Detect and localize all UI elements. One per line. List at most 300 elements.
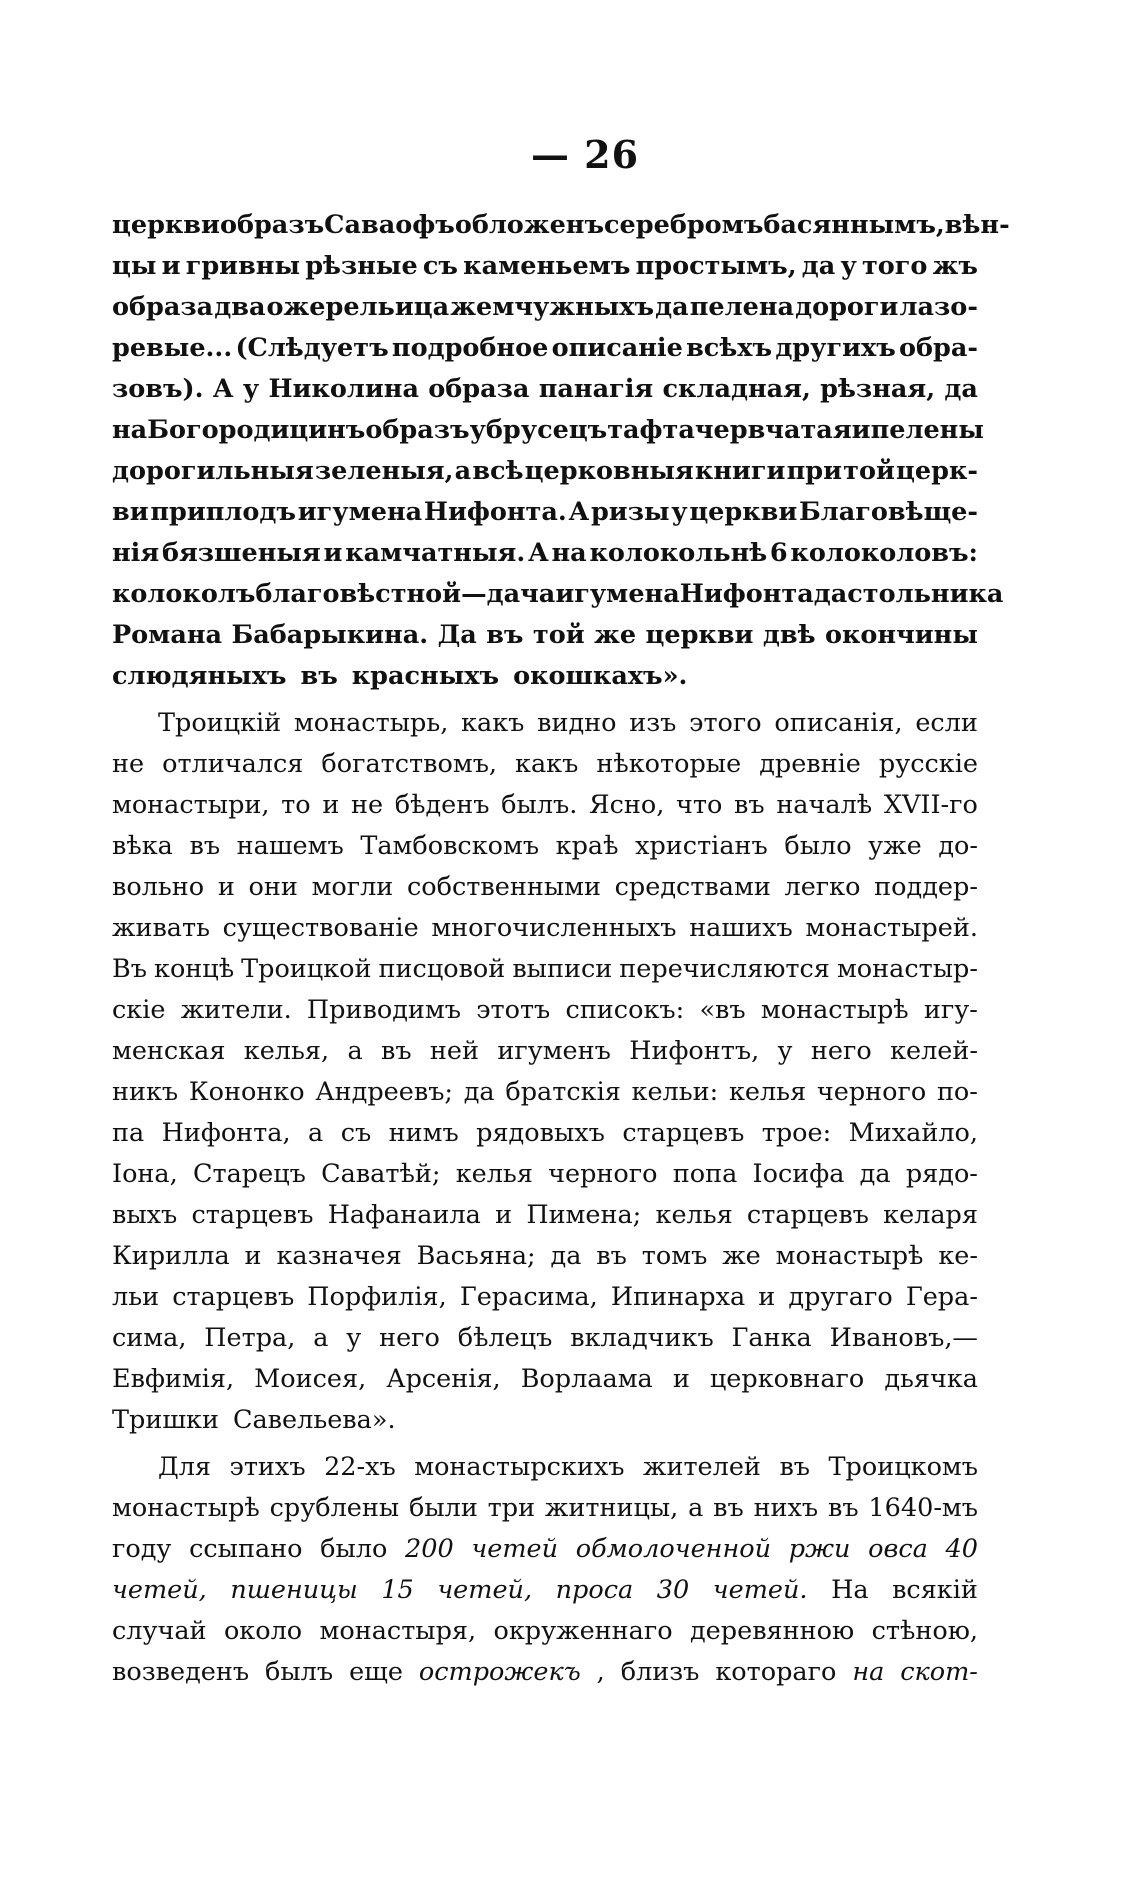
word: Ивановъ,— [829, 1323, 978, 1353]
word: Нифонта [679, 579, 814, 609]
text-line [112, 533, 978, 574]
word: Ворлаама [520, 1364, 653, 1394]
word: и [672, 1364, 690, 1394]
word: келей- [890, 1036, 978, 1066]
word: церкви [112, 210, 220, 240]
word: были [408, 1493, 478, 1523]
word: Моисея, [254, 1364, 367, 1394]
word: Нифонта, [161, 1118, 291, 1148]
word: острожекъ [418, 1657, 581, 1687]
text-line [112, 908, 978, 949]
word: зеленыя, [314, 456, 454, 486]
word: Гера- [905, 1282, 978, 1312]
text-line [112, 1488, 978, 1529]
text-line [112, 656, 978, 697]
word: келья [455, 1159, 533, 1189]
text-line [112, 1113, 978, 1154]
text-line [112, 287, 978, 328]
word: монастыр- [836, 954, 978, 984]
word: не [112, 749, 145, 779]
word: А [212, 374, 234, 404]
word: а [313, 1323, 329, 1353]
word: цы [112, 251, 157, 281]
word: церкви [689, 497, 798, 527]
word: и [161, 251, 181, 281]
word: Іосифа [752, 1159, 845, 1189]
word: уже [868, 831, 922, 861]
word: менская [112, 1036, 226, 1066]
word: рядо- [905, 1159, 978, 1189]
word: старцевъ [191, 1200, 314, 1230]
word: срублены [269, 1493, 400, 1523]
word: монастыря, [319, 1616, 477, 1646]
word: собственными [407, 872, 601, 902]
word: этого [689, 708, 762, 738]
word: списокъ: [565, 995, 685, 1025]
word: съ [422, 251, 458, 281]
word: вѣка [112, 831, 173, 861]
word: и [495, 1200, 513, 1230]
word: въ [779, 1452, 811, 1482]
word: скот- [900, 1657, 978, 1687]
word: Кирилла [112, 1241, 230, 1271]
word: 200 [405, 1534, 454, 1564]
text-line [112, 703, 978, 744]
text-line [112, 1359, 978, 1400]
text-line [112, 826, 978, 867]
word: а [688, 1493, 704, 1523]
word: вольно [112, 872, 205, 902]
text-line [112, 1277, 978, 1318]
word: Тамбовскомъ [360, 831, 540, 861]
word: описаніе [551, 333, 683, 363]
word: если [915, 708, 978, 738]
word: жители. [180, 995, 292, 1025]
word: Тришки [112, 1405, 219, 1435]
word: жемчужныхъ [450, 292, 655, 322]
word: келья, [243, 1036, 330, 1066]
word: они [248, 872, 298, 902]
word: черного [548, 1159, 658, 1189]
word: да [550, 1241, 582, 1271]
word: Пимена; [526, 1200, 642, 1230]
text-line [112, 246, 978, 287]
word: по- [936, 1077, 978, 1107]
word: монастырѣ [775, 1241, 924, 1271]
word: у [671, 497, 688, 527]
word: колоколъ [112, 579, 256, 609]
word: въ [828, 1493, 859, 1523]
word: колоколовъ: [790, 538, 978, 568]
word: Нифонта. [423, 497, 567, 527]
word: Порфилія, [307, 1282, 447, 1312]
word: него [810, 1036, 872, 1066]
word: XVII-го [883, 790, 978, 820]
word: Богородицинъ [147, 415, 366, 445]
word: черного [816, 1077, 927, 1107]
word: возведенъ [112, 1657, 250, 1687]
text-line [112, 785, 978, 826]
word: монастыри, [112, 790, 270, 820]
word: слюдяныхъ [112, 661, 287, 691]
word: Михайло, [848, 1118, 978, 1148]
word: стѣною, [871, 1616, 978, 1646]
word: нихъ [753, 1493, 819, 1523]
word: нѣкоторые [596, 749, 742, 779]
word: писцовой [378, 954, 506, 984]
word: убрусецъ [469, 415, 608, 445]
text-line [112, 1236, 978, 1277]
paragraph [112, 205, 1010, 697]
word: 40 [945, 1534, 978, 1564]
word: бѣлецъ [457, 1323, 553, 1353]
word: На [831, 1575, 869, 1605]
word: да [813, 579, 848, 609]
word: Ипинарха [610, 1282, 746, 1312]
word: легко [784, 872, 861, 902]
word: колокольнѣ [589, 538, 768, 568]
word: Да [437, 620, 477, 650]
word: началѣ [776, 790, 873, 820]
word: дьячка [884, 1364, 978, 1394]
word: обложенъ [454, 210, 605, 240]
word: четей, [437, 1575, 533, 1605]
word: Евфимія, [112, 1364, 235, 1394]
word: на [112, 415, 148, 445]
word: простымъ, [635, 251, 797, 281]
word: Герасима, [459, 1282, 598, 1312]
word: случай [112, 1616, 207, 1646]
word: жъ [932, 251, 978, 281]
word: Въ [112, 954, 147, 984]
word: четей, [112, 1575, 207, 1605]
word: существованіе [222, 913, 419, 943]
word: церковныя [524, 456, 694, 486]
word: и [217, 872, 235, 902]
word: ви [112, 497, 149, 527]
word: году [112, 1534, 172, 1564]
word: древніе [759, 749, 861, 779]
text-line [112, 574, 1004, 615]
word: у [840, 251, 857, 281]
word: серебромъ [604, 210, 764, 240]
word: Нафанаила [327, 1200, 481, 1230]
word: Петра, [204, 1323, 296, 1353]
word: ревые... [112, 333, 233, 363]
word: образа [112, 292, 214, 322]
word: этотъ [476, 995, 551, 1025]
word: того [862, 251, 928, 281]
text-line [112, 1400, 978, 1441]
word: ке- [938, 1241, 978, 1271]
text-line [112, 1529, 978, 1570]
word: той [532, 620, 585, 650]
word: Романа [112, 620, 223, 650]
word: близъ [620, 1657, 700, 1687]
word: , [596, 1657, 605, 1687]
text-line [112, 1072, 978, 1113]
word: многочисленныхъ [431, 913, 677, 943]
word: и [758, 1282, 776, 1312]
word: образа [428, 374, 530, 404]
word: что [676, 790, 723, 820]
word: на [852, 1657, 885, 1687]
word: монастырей. [805, 913, 978, 943]
word: и [851, 415, 871, 445]
word: келья [655, 1200, 733, 1230]
word: да [655, 292, 689, 322]
word: бязшеныя [161, 538, 321, 568]
word: ней [429, 1036, 480, 1066]
word: сима, [112, 1323, 187, 1353]
text-line [112, 615, 978, 656]
word: выхъ [112, 1200, 178, 1230]
word: да [944, 374, 978, 404]
word: еще [349, 1657, 403, 1687]
word: скіе [112, 995, 166, 1025]
word: той [843, 456, 895, 486]
word: деревянною [689, 1616, 855, 1646]
word: Ганка [731, 1323, 812, 1353]
word: рядовыхъ [476, 1118, 605, 1148]
word: образъ [365, 415, 470, 445]
word: игумена [297, 497, 423, 527]
word: на [551, 538, 587, 568]
word: живать [112, 913, 211, 943]
word: келаря [883, 1200, 978, 1230]
word: Троицкій [158, 708, 282, 738]
word: монастырѣ [112, 1493, 260, 1523]
word: житницы, [544, 1493, 679, 1523]
word: окруженнаго [493, 1616, 673, 1646]
word: книги [694, 456, 786, 486]
word: и [244, 1241, 262, 1271]
text-line [112, 1611, 978, 1652]
word: игу- [923, 995, 978, 1025]
text-line [112, 492, 978, 533]
text-line [112, 369, 978, 410]
word: А [527, 538, 549, 568]
word: бѣденъ [394, 790, 490, 820]
word: у [242, 374, 260, 404]
word: Николина [268, 374, 419, 404]
word: богатствомъ, [321, 749, 498, 779]
text-line [112, 205, 1010, 246]
word: казначея [276, 1241, 402, 1271]
word: въ [300, 661, 338, 691]
word: образъ [219, 210, 325, 240]
word: до- [938, 831, 978, 861]
word: да [463, 1077, 495, 1107]
word: три [487, 1493, 536, 1523]
word: какъ [515, 749, 579, 779]
word: «въ [699, 995, 746, 1025]
word: братскія [505, 1077, 621, 1107]
word: рѣзные [305, 251, 418, 281]
word: 1640-мъ [868, 1493, 978, 1523]
word: лазо- [899, 292, 978, 322]
word: при [786, 456, 843, 486]
text-line [112, 1570, 978, 1611]
word: стольника [847, 579, 1004, 609]
word: окончины [825, 620, 978, 650]
word: Ясно, [589, 790, 665, 820]
word: и [323, 538, 343, 568]
body-text [112, 205, 1010, 1693]
word: А [568, 497, 590, 527]
word: каменьемъ [463, 251, 631, 281]
word: другаго [788, 1282, 893, 1312]
word: Саватѣй; [321, 1159, 441, 1189]
text-line [112, 867, 978, 908]
word: былъ [265, 1657, 334, 1687]
word: Іона, [112, 1159, 178, 1189]
word: какъ [461, 708, 525, 738]
word: Благовѣще- [799, 497, 978, 527]
word: гривны [185, 251, 301, 281]
word: приплодъ [150, 497, 296, 527]
word: ржи [788, 1534, 851, 1564]
word: ожерельица [266, 292, 450, 322]
word: описанія, [774, 708, 903, 738]
word: монастырскихъ [414, 1452, 625, 1482]
word: пшеницы [230, 1575, 358, 1605]
text-line [112, 1154, 978, 1195]
word: было [320, 1534, 388, 1564]
word: обмолоченной [575, 1534, 772, 1564]
word: всѣхъ [686, 333, 773, 363]
page-number: — 26 [530, 132, 640, 177]
word: да [801, 251, 836, 281]
word: монастырь, [293, 708, 449, 738]
word: отличался [162, 749, 304, 779]
word: красныхъ [351, 661, 500, 691]
text-line [112, 1447, 978, 1488]
word: панагія [538, 374, 654, 404]
word: трое: [761, 1118, 832, 1148]
word: складная, [662, 374, 811, 404]
word: рѣзная, [820, 374, 936, 404]
word: въ [713, 1493, 744, 1523]
word: благовѣстной—дача [255, 579, 556, 609]
word: въ [189, 831, 221, 861]
word: проса [555, 1575, 634, 1605]
word: же [722, 1241, 761, 1271]
word: краѣ [555, 831, 619, 861]
word: па [112, 1118, 145, 1148]
word: Бабарыкина. [231, 620, 429, 650]
word: басяннымъ, [763, 210, 945, 240]
word: въ [734, 790, 765, 820]
word: попа [672, 1159, 738, 1189]
word: вкладчикъ [570, 1323, 714, 1353]
word: Троицкой [241, 954, 372, 984]
word: окошкахъ». [513, 661, 688, 691]
text-line [112, 1318, 978, 1359]
word: овса [868, 1534, 928, 1564]
word: жителей [642, 1452, 761, 1482]
word: изъ [629, 708, 677, 738]
word: старцевъ [746, 1200, 869, 1230]
word: а [454, 456, 472, 486]
word: съ [340, 1118, 372, 1148]
word: Троицкомъ [828, 1452, 978, 1482]
word: вѣн- [944, 210, 1010, 240]
word: 6 [769, 538, 788, 568]
word: игуменъ [497, 1036, 611, 1066]
word: старцевъ [622, 1118, 745, 1148]
word: въ [380, 1036, 412, 1066]
word: Арсенія, [386, 1364, 501, 1394]
word: Старецъ [192, 1159, 306, 1189]
text-line [112, 1031, 978, 1072]
text-line [112, 1652, 978, 1693]
word: а [308, 1118, 324, 1148]
word: то [281, 790, 311, 820]
text-line [112, 744, 978, 785]
word: поддер- [874, 872, 978, 902]
word: у [346, 1323, 362, 1353]
word: дороги [795, 292, 899, 322]
word: нія [112, 538, 160, 568]
word: христіанъ [635, 831, 768, 861]
paragraph [112, 703, 978, 1441]
word: дорогильныя [112, 456, 314, 486]
text-line [112, 328, 978, 369]
word: Савельева». [232, 1405, 396, 1435]
word: два [214, 292, 266, 322]
word: четей [471, 1534, 559, 1564]
word: обра- [899, 333, 978, 363]
word: этихъ [229, 1452, 306, 1482]
word: Приводимъ [306, 995, 461, 1025]
word: льи [112, 1282, 160, 1312]
word: да [859, 1159, 891, 1189]
word: никъ [112, 1077, 179, 1107]
word: а [347, 1036, 363, 1066]
word: Кононко [188, 1077, 305, 1107]
word: средствами [614, 872, 771, 902]
word: 15 [381, 1575, 414, 1605]
word: кельи: [631, 1077, 719, 1107]
word: Для [158, 1452, 212, 1482]
word: всѣ [472, 456, 524, 486]
word: церковнаго [709, 1364, 865, 1394]
word: ссыпано [189, 1534, 303, 1564]
word: тафта [607, 415, 695, 445]
word: томъ [641, 1241, 708, 1271]
word: около [223, 1616, 303, 1646]
word: Саваофъ [324, 210, 455, 240]
word: ризы [590, 497, 670, 527]
text-line [112, 990, 978, 1031]
word: подробное [391, 333, 549, 363]
word: Нифонтъ, [629, 1036, 760, 1066]
word: было [784, 831, 852, 861]
word: игумена [555, 579, 680, 609]
word: двѣ [762, 620, 816, 650]
text-line [112, 451, 978, 492]
word: Васьяна; [416, 1241, 536, 1271]
word: не [350, 790, 384, 820]
word: 30 [656, 1575, 690, 1605]
word: нимъ [388, 1118, 459, 1148]
word: же [594, 620, 637, 650]
text-line [112, 949, 978, 990]
word: и [322, 790, 340, 820]
word: нашемъ [236, 831, 344, 861]
word: у [777, 1036, 793, 1066]
